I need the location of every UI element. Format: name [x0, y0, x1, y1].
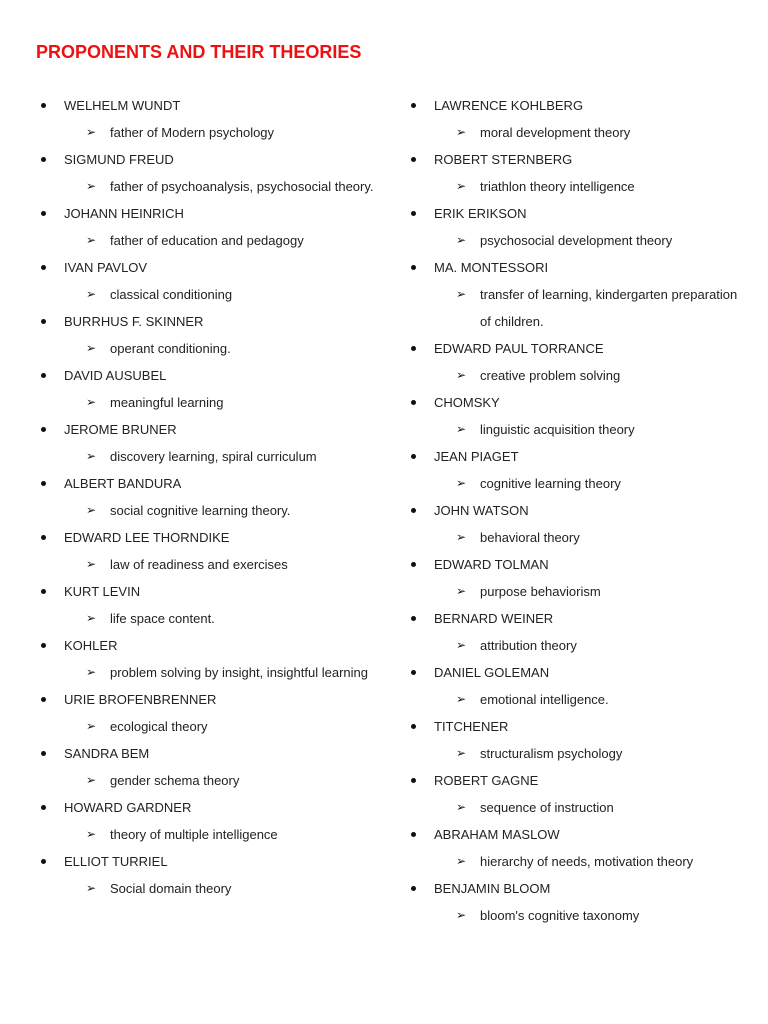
proponent-name: ALBERT BANDURA — [64, 476, 182, 491]
theory-row — [36, 605, 375, 632]
theory-row — [406, 470, 740, 497]
bullet-icon — [411, 616, 416, 621]
proponent-row — [36, 470, 396, 497]
list-item — [406, 497, 736, 551]
bullet-icon — [411, 724, 416, 729]
bullet-icon — [41, 589, 46, 594]
bullet-icon — [411, 778, 416, 783]
proponent-row — [36, 416, 396, 443]
proponent-row — [36, 362, 396, 389]
bullet-icon — [41, 697, 46, 702]
list-item — [36, 578, 396, 632]
proponent-name: BENJAMIN BLOOM — [434, 881, 551, 896]
list-item — [36, 686, 396, 740]
proponent-row — [406, 200, 736, 227]
proponent-row — [36, 740, 396, 767]
list-item — [36, 146, 396, 200]
proponent-name: SANDRA BEM — [64, 746, 150, 761]
arrow-bullet-icon: ➢ — [86, 287, 97, 301]
theory-row — [406, 740, 740, 767]
bullet-icon — [411, 508, 416, 513]
bullet-icon — [41, 751, 46, 756]
bullet-icon — [41, 535, 46, 540]
proponent-row — [406, 146, 736, 173]
arrow-bullet-icon: ➢ — [456, 638, 467, 652]
theory-text: moral development theory — [480, 125, 631, 140]
bullet-icon — [41, 373, 46, 378]
list-item — [406, 659, 736, 713]
arrow-bullet-icon: ➢ — [456, 692, 467, 706]
proponent-name: HOWARD GARDNER — [64, 800, 192, 815]
bullet-icon — [41, 265, 46, 270]
theory-text: linguistic acquisition theory — [480, 422, 635, 437]
theory-row — [36, 119, 375, 146]
arrow-bullet-icon: ➢ — [86, 125, 97, 139]
arrow-bullet-icon: ➢ — [86, 611, 97, 625]
theory-row — [36, 713, 375, 740]
bullet-icon — [41, 805, 46, 810]
bullet-icon — [411, 886, 416, 891]
bullet-icon — [411, 454, 416, 459]
list-item — [406, 389, 736, 443]
proponent-name: ABRAHAM MASLOW — [434, 827, 560, 842]
list-item — [36, 740, 396, 794]
proponent-name: MA. MONTESSORI — [434, 260, 549, 275]
theory-text: hierarchy of needs, motivation theory — [480, 854, 694, 869]
bullet-icon — [411, 265, 416, 270]
arrow-bullet-icon: ➢ — [86, 665, 97, 679]
arrow-bullet-icon: ➢ — [456, 422, 467, 436]
list-item — [36, 524, 396, 578]
theory-text: attribution theory — [480, 638, 577, 653]
page-title: PROPONENTS AND THEIR THEORIES — [36, 42, 362, 62]
proponent-row — [406, 497, 736, 524]
proponent-name: KURT LEVIN — [64, 584, 141, 599]
proponent-row — [36, 254, 396, 281]
proponent-name: EDWARD TOLMAN — [434, 557, 549, 572]
arrow-bullet-icon: ➢ — [86, 719, 97, 733]
arrow-bullet-icon: ➢ — [456, 233, 467, 247]
theory-row — [406, 902, 740, 929]
theory-row — [36, 227, 375, 254]
theory-row — [406, 416, 740, 443]
theory-row — [406, 632, 740, 659]
theory-text: psychosocial development theory — [480, 233, 673, 248]
proponent-name: JEROME BRUNER — [64, 422, 177, 437]
theory-text: structuralism psychology — [480, 746, 623, 761]
proponent-row — [36, 146, 396, 173]
theory-row — [36, 659, 375, 686]
bullet-icon — [41, 319, 46, 324]
arrow-bullet-icon: ➢ — [86, 881, 97, 895]
proponent-row — [406, 875, 736, 902]
list-item — [36, 794, 396, 848]
bullet-icon — [411, 157, 416, 162]
theory-row — [406, 119, 740, 146]
proponent-name: DANIEL GOLEMAN — [434, 665, 550, 680]
theory-row — [36, 821, 375, 848]
theory-row — [36, 389, 375, 416]
proponent-name: BERNARD WEINER — [434, 611, 554, 626]
theory-text: discovery learning, spiral curriculum — [110, 449, 317, 464]
right-column — [406, 92, 736, 929]
proponent-name: JOHANN HEINRICH — [64, 206, 184, 221]
proponent-row — [406, 821, 736, 848]
theory-text: operant conditioning. — [110, 341, 231, 356]
bullet-icon — [411, 211, 416, 216]
proponent-name: BURRHUS F. SKINNER — [64, 314, 204, 329]
proponent-row — [406, 92, 736, 119]
theory-row — [406, 686, 740, 713]
arrow-bullet-icon: ➢ — [456, 125, 467, 139]
list-item — [36, 416, 396, 470]
proponent-row — [406, 389, 736, 416]
theory-text: cognitive learning theory — [480, 476, 621, 491]
arrow-bullet-icon: ➢ — [86, 773, 97, 787]
bullet-icon — [411, 400, 416, 405]
proponent-row — [36, 848, 396, 875]
proponent-row — [36, 794, 396, 821]
theory-row — [406, 362, 740, 389]
theory-text: problem solving by insight, insightful learning — [110, 665, 368, 680]
bullet-icon — [41, 859, 46, 864]
theory-text: bloom's cognitive taxonomy — [480, 908, 640, 923]
arrow-bullet-icon: ➢ — [456, 476, 467, 490]
arrow-bullet-icon: ➢ — [456, 368, 467, 382]
arrow-bullet-icon: ➢ — [86, 179, 97, 193]
theory-row — [36, 875, 375, 902]
proponent-name: KOHLER — [64, 638, 118, 653]
proponent-row — [36, 632, 396, 659]
proponent-row — [406, 254, 736, 281]
theory-text: transfer of learning, kindergarten preparation of children. — [480, 287, 738, 329]
arrow-bullet-icon: ➢ — [456, 179, 467, 193]
arrow-bullet-icon: ➢ — [86, 557, 97, 571]
theory-row — [406, 281, 740, 335]
bullet-icon — [41, 427, 46, 432]
proponent-name: SIGMUND FREUD — [64, 152, 174, 167]
list-item — [406, 443, 736, 497]
proponent-row — [406, 443, 736, 470]
proponent-row — [36, 686, 396, 713]
arrow-bullet-icon: ➢ — [86, 503, 97, 517]
theory-text: father of Modern psychology — [110, 125, 275, 140]
proponent-name: ROBERT STERNBERG — [434, 152, 573, 167]
theory-row — [36, 551, 375, 578]
proponent-name: IVAN PAVLOV — [64, 260, 148, 275]
theory-row — [36, 335, 375, 362]
bullet-icon — [41, 157, 46, 162]
proponent-row — [406, 713, 736, 740]
theory-row — [36, 443, 375, 470]
theory-text: ecological theory — [110, 719, 208, 734]
theory-text: creative problem solving — [480, 368, 621, 383]
proponent-name: CHOMSKY — [434, 395, 500, 410]
arrow-bullet-icon: ➢ — [456, 908, 467, 922]
proponent-row — [406, 767, 736, 794]
list-item — [36, 308, 396, 362]
theory-row — [406, 794, 740, 821]
proponent-row — [36, 578, 396, 605]
list-item — [406, 605, 736, 659]
bullet-icon — [41, 103, 46, 108]
list-item — [406, 335, 736, 389]
theory-row — [406, 524, 740, 551]
arrow-bullet-icon: ➢ — [86, 341, 97, 355]
list-item — [406, 875, 736, 929]
list-item — [36, 362, 396, 416]
list-item — [406, 713, 736, 767]
theory-text: purpose behaviorism — [480, 584, 601, 599]
proponent-row — [406, 335, 736, 362]
bullet-icon — [411, 832, 416, 837]
proponent-name: LAWRENCE KOHLBERG — [434, 98, 584, 113]
theory-text: emotional intelligence. — [480, 692, 609, 707]
arrow-bullet-icon: ➢ — [86, 395, 97, 409]
proponent-row — [36, 200, 396, 227]
theory-text: classical conditioning — [110, 287, 233, 302]
bullet-icon — [411, 562, 416, 567]
bullet-icon — [41, 643, 46, 648]
arrow-bullet-icon: ➢ — [86, 449, 97, 463]
proponent-row — [36, 92, 396, 119]
proponent-name: ROBERT GAGNE — [434, 773, 539, 788]
theory-row — [406, 848, 740, 875]
proponent-name: TITCHENER — [434, 719, 509, 734]
theory-text: triathlon theory intelligence — [480, 179, 635, 194]
theory-row — [406, 173, 740, 200]
list-item — [36, 632, 396, 686]
theory-row — [36, 497, 375, 524]
theory-text: Social domain theory — [110, 881, 232, 896]
theory-text: theory of multiple intelligence — [110, 827, 278, 842]
list-item — [406, 821, 736, 875]
left-column — [36, 92, 396, 902]
theory-text: gender schema theory — [110, 773, 240, 788]
theory-text: life space content. — [110, 611, 215, 626]
theory-row — [36, 281, 375, 308]
theory-text: social cognitive learning theory. — [110, 503, 291, 518]
list-item — [406, 146, 736, 200]
proponent-name: JOHN WATSON — [434, 503, 529, 518]
proponent-name: WELHELM WUNDT — [64, 98, 181, 113]
list-item — [406, 92, 736, 146]
theory-text: father of education and pedagogy — [110, 233, 304, 248]
list-item — [406, 200, 736, 254]
proponent-row — [36, 524, 396, 551]
arrow-bullet-icon: ➢ — [456, 530, 467, 544]
theory-text: law of readiness and exercises — [110, 557, 288, 572]
list-item — [36, 254, 396, 308]
proponent-name: ELLIOT TURRIEL — [64, 854, 168, 869]
arrow-bullet-icon: ➢ — [456, 287, 467, 301]
theory-text: meaningful learning — [110, 395, 224, 410]
proponent-name: URIE BROFENBRENNER — [64, 692, 217, 707]
arrow-bullet-icon: ➢ — [86, 827, 97, 841]
arrow-bullet-icon: ➢ — [456, 584, 467, 598]
arrow-bullet-icon: ➢ — [86, 233, 97, 247]
list-item — [406, 254, 736, 335]
theory-row — [406, 227, 740, 254]
bullet-icon — [41, 211, 46, 216]
list-item — [406, 767, 736, 821]
theory-row — [36, 767, 375, 794]
proponent-name: DAVID AUSUBEL — [64, 368, 167, 383]
list-item — [36, 470, 396, 524]
bullet-icon — [411, 346, 416, 351]
proponent-name: JEAN PIAGET — [434, 449, 519, 464]
arrow-bullet-icon: ➢ — [456, 854, 467, 868]
proponent-name: EDWARD LEE THORNDIKE — [64, 530, 230, 545]
theory-row — [36, 173, 375, 200]
bullet-icon — [411, 103, 416, 108]
theory-row — [406, 578, 740, 605]
bullet-icon — [41, 481, 46, 486]
bullet-icon — [411, 670, 416, 675]
list-item — [36, 848, 396, 902]
proponent-row — [406, 659, 736, 686]
theory-text: sequence of instruction — [480, 800, 614, 815]
theory-text: behavioral theory — [480, 530, 580, 545]
list-item — [36, 92, 396, 146]
proponent-name: ERIK ERIKSON — [434, 206, 527, 221]
arrow-bullet-icon: ➢ — [456, 800, 467, 814]
list-item — [36, 200, 396, 254]
proponent-name: EDWARD PAUL TORRANCE — [434, 341, 604, 356]
proponent-row — [36, 308, 396, 335]
list-item — [406, 551, 736, 605]
arrow-bullet-icon: ➢ — [456, 746, 467, 760]
proponent-row — [406, 605, 736, 632]
proponent-row — [406, 551, 736, 578]
theory-text: father of psychoanalysis, psychosocial theory. — [110, 179, 374, 194]
